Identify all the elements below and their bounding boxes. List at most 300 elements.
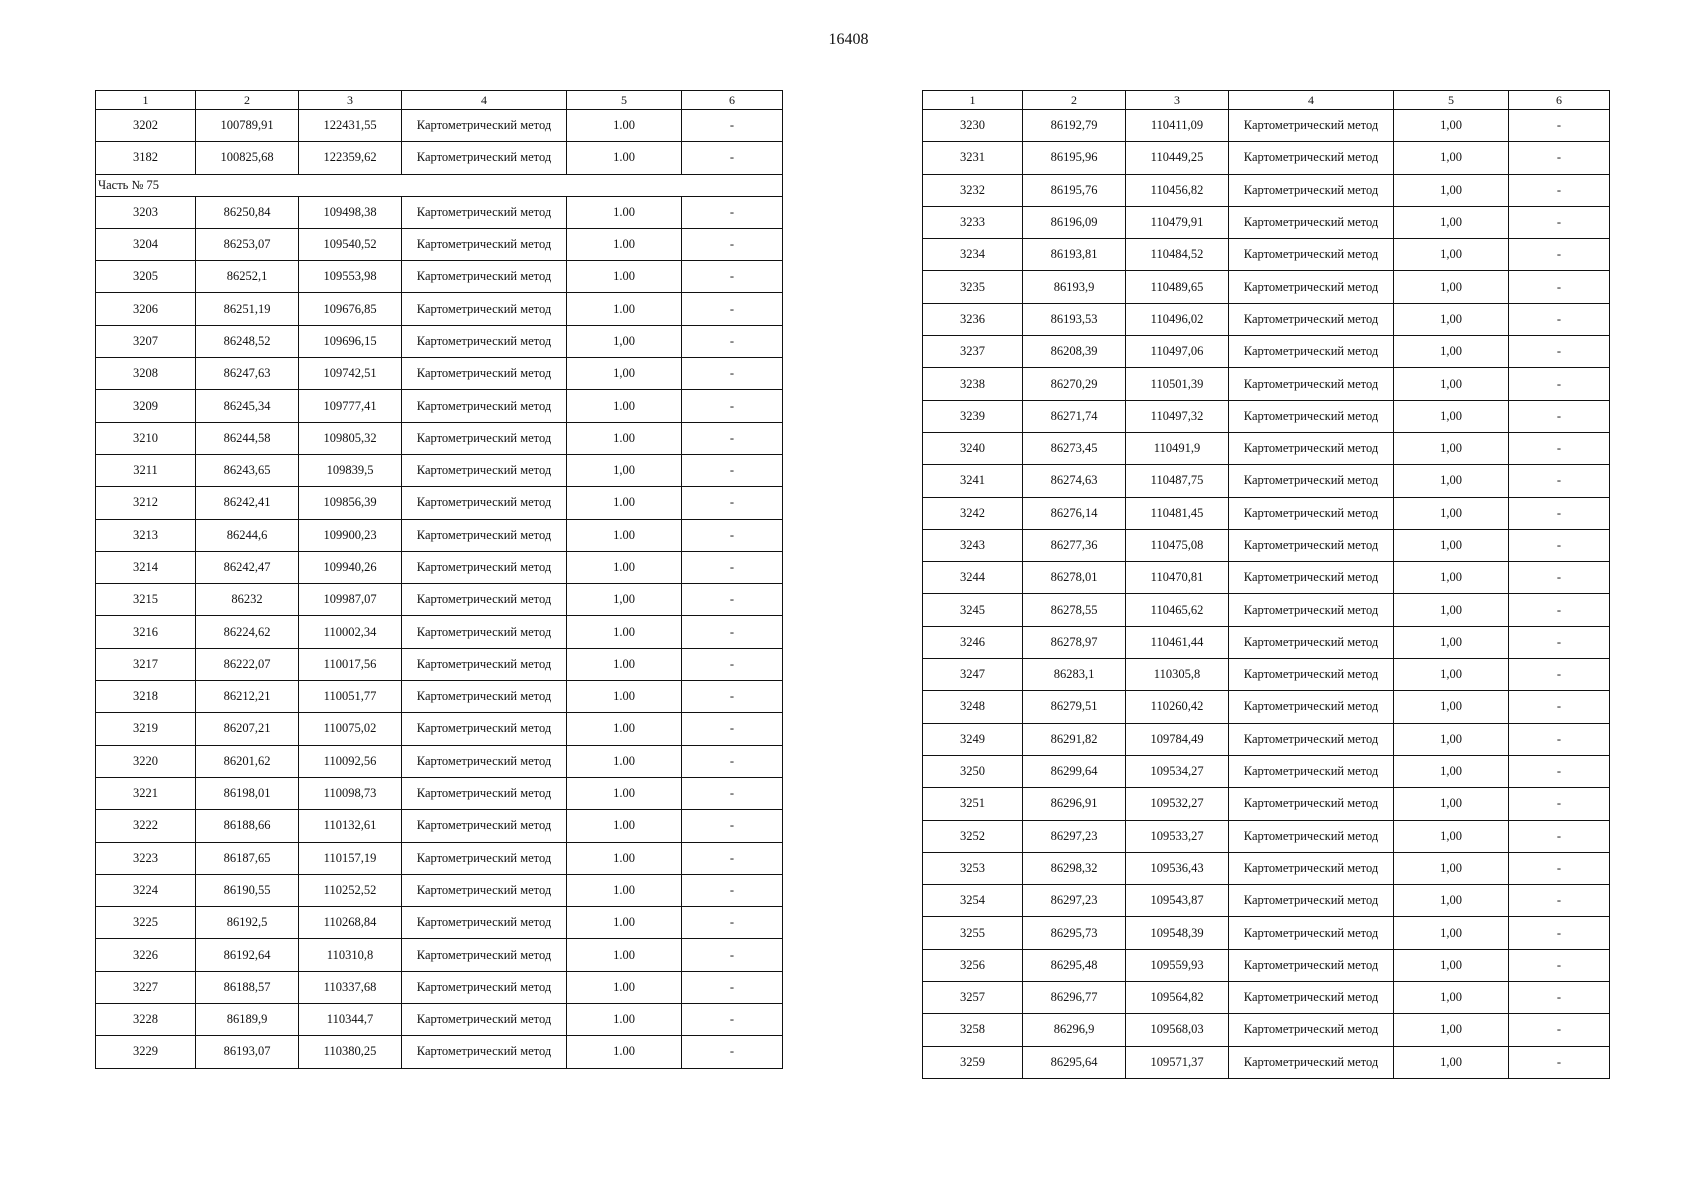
note-cell: - [1509, 691, 1610, 723]
column-header: 6 [682, 91, 783, 110]
table-row [96, 745, 783, 777]
point-number-cell: 3258 [923, 1014, 1023, 1046]
table-row [96, 487, 783, 519]
table-row [96, 551, 783, 583]
table-row [96, 1036, 783, 1068]
note-cell: - [1509, 174, 1610, 206]
point-number-cell: 3207 [96, 325, 196, 357]
accuracy-cell: 1.00 [567, 487, 682, 519]
note-cell: - [682, 196, 783, 228]
point-number-cell: 3259 [923, 1046, 1023, 1078]
note-cell: - [682, 648, 783, 680]
x-coordinate-cell: 86187,65 [196, 842, 299, 874]
x-coordinate-cell: 86196,09 [1023, 206, 1126, 238]
x-coordinate-cell: 86193,81 [1023, 239, 1126, 271]
table-row [96, 681, 783, 713]
x-coordinate-cell: 86195,96 [1023, 142, 1126, 174]
y-coordinate-cell: 109559,93 [1126, 949, 1229, 981]
method-cell: Картометрический метод [1229, 626, 1394, 658]
x-coordinate-cell: 86273,45 [1023, 432, 1126, 464]
point-number-cell: 3253 [923, 852, 1023, 884]
table-row [923, 852, 1610, 884]
x-coordinate-cell: 86208,39 [1023, 336, 1126, 368]
y-coordinate-cell: 109564,82 [1126, 982, 1229, 1014]
method-cell: Картометрический метод [1229, 142, 1394, 174]
table-row [923, 1014, 1610, 1046]
x-coordinate-cell: 86250,84 [196, 196, 299, 228]
table-row [923, 497, 1610, 529]
method-cell: Картометрический метод [402, 551, 567, 583]
point-number-cell: 3222 [96, 810, 196, 842]
x-coordinate-cell: 86274,63 [1023, 465, 1126, 497]
y-coordinate-cell: 110002,34 [299, 616, 402, 648]
table-row [96, 228, 783, 260]
accuracy-cell: 1,00 [1394, 400, 1509, 432]
y-coordinate-cell: 109532,27 [1126, 788, 1229, 820]
note-cell: - [1509, 432, 1610, 464]
accuracy-cell: 1.00 [567, 777, 682, 809]
y-coordinate-cell: 122359,62 [299, 142, 402, 174]
method-cell: Картометрический метод [402, 1036, 567, 1068]
accuracy-cell: 1.00 [567, 551, 682, 583]
page-number: 16408 [828, 31, 869, 48]
note-cell: - [682, 713, 783, 745]
method-cell: Картометрический метод [402, 842, 567, 874]
accuracy-cell: 1.00 [567, 422, 682, 454]
y-coordinate-cell: 109742,51 [299, 358, 402, 390]
method-cell: Картометрический метод [402, 487, 567, 519]
y-coordinate-cell: 110491,9 [1126, 432, 1229, 464]
note-cell: - [1509, 852, 1610, 884]
method-cell: Картометрический метод [402, 616, 567, 648]
x-coordinate-cell: 86270,29 [1023, 368, 1126, 400]
y-coordinate-cell: 110344,7 [299, 1004, 402, 1036]
note-cell: - [682, 358, 783, 390]
x-coordinate-cell: 86295,64 [1023, 1046, 1126, 1078]
note-cell: - [682, 487, 783, 519]
point-number-cell: 3218 [96, 681, 196, 713]
note-cell: - [1509, 820, 1610, 852]
x-coordinate-cell: 86188,66 [196, 810, 299, 842]
x-coordinate-cell: 100789,91 [196, 110, 299, 142]
x-coordinate-cell: 86212,21 [196, 681, 299, 713]
method-cell: Картометрический метод [402, 358, 567, 390]
column-header: 5 [1394, 91, 1509, 110]
method-cell: Картометрический метод [402, 196, 567, 228]
y-coordinate-cell: 109553,98 [299, 261, 402, 293]
table-header-row [923, 91, 1610, 110]
method-cell: Картометрический метод [1229, 271, 1394, 303]
accuracy-cell: 1,00 [1394, 949, 1509, 981]
point-number-cell: 3214 [96, 551, 196, 583]
x-coordinate-cell: 86207,21 [196, 713, 299, 745]
table-row [96, 422, 783, 454]
method-cell: Картометрический метод [402, 519, 567, 551]
note-cell: - [1509, 949, 1610, 981]
method-cell: Картометрический метод [1229, 206, 1394, 238]
x-coordinate-cell: 86278,01 [1023, 562, 1126, 594]
note-cell: - [1509, 723, 1610, 755]
accuracy-cell: 1,00 [1394, 820, 1509, 852]
method-cell: Картометрический метод [402, 261, 567, 293]
accuracy-cell: 1,00 [1394, 562, 1509, 594]
y-coordinate-cell: 110337,68 [299, 971, 402, 1003]
y-coordinate-cell: 109571,37 [1126, 1046, 1229, 1078]
point-number-cell: 3257 [923, 982, 1023, 1014]
note-cell: - [1509, 626, 1610, 658]
accuracy-cell: 1.00 [567, 874, 682, 906]
accuracy-cell: 1,00 [1394, 110, 1509, 142]
note-cell: - [682, 810, 783, 842]
section-label: Часть № 75 [96, 174, 783, 196]
accuracy-cell: 1,00 [1394, 1046, 1509, 1078]
column-header: 2 [196, 91, 299, 110]
table-row [923, 368, 1610, 400]
accuracy-cell: 1,00 [567, 358, 682, 390]
point-number-cell: 3239 [923, 400, 1023, 432]
x-coordinate-cell: 86277,36 [1023, 529, 1126, 561]
method-cell: Картометрический метод [1229, 949, 1394, 981]
note-cell: - [1509, 982, 1610, 1014]
accuracy-cell: 1.00 [567, 110, 682, 142]
method-cell: Картометрический метод [1229, 174, 1394, 206]
accuracy-cell: 1,00 [1394, 368, 1509, 400]
accuracy-cell: 1,00 [1394, 852, 1509, 884]
y-coordinate-cell: 109805,32 [299, 422, 402, 454]
x-coordinate-cell: 86201,62 [196, 745, 299, 777]
table-row [96, 971, 783, 1003]
method-cell: Картометрический метод [1229, 659, 1394, 691]
note-cell: - [1509, 465, 1610, 497]
table-row [923, 949, 1610, 981]
table-row [96, 110, 783, 142]
accuracy-cell: 1,00 [1394, 788, 1509, 820]
point-number-cell: 3205 [96, 261, 196, 293]
point-number-cell: 3202 [96, 110, 196, 142]
note-cell: - [682, 390, 783, 422]
accuracy-cell: 1,00 [1394, 659, 1509, 691]
accuracy-cell: 1,00 [1394, 497, 1509, 529]
method-cell: Картометрический метод [1229, 755, 1394, 787]
accuracy-cell: 1,00 [1394, 1014, 1509, 1046]
x-coordinate-cell: 86291,82 [1023, 723, 1126, 755]
point-number-cell: 3226 [96, 939, 196, 971]
method-cell: Картометрический метод [1229, 917, 1394, 949]
method-cell: Картометрический метод [402, 584, 567, 616]
point-number-cell: 3212 [96, 487, 196, 519]
table-row [923, 723, 1610, 755]
y-coordinate-cell: 110075,02 [299, 713, 402, 745]
note-cell: - [1509, 303, 1610, 335]
note-cell: - [682, 454, 783, 486]
note-cell: - [682, 971, 783, 1003]
y-coordinate-cell: 110465,62 [1126, 594, 1229, 626]
y-coordinate-cell: 109696,15 [299, 325, 402, 357]
x-coordinate-cell: 86296,91 [1023, 788, 1126, 820]
y-coordinate-cell: 109533,27 [1126, 820, 1229, 852]
note-cell: - [1509, 336, 1610, 368]
y-coordinate-cell: 109548,39 [1126, 917, 1229, 949]
note-cell: - [682, 293, 783, 325]
table-row [96, 777, 783, 809]
point-number-cell: 3241 [923, 465, 1023, 497]
column-header: 4 [1229, 91, 1394, 110]
accuracy-cell: 1,00 [1394, 174, 1509, 206]
x-coordinate-cell: 86278,97 [1023, 626, 1126, 658]
point-number-cell: 3206 [96, 293, 196, 325]
table-row [96, 325, 783, 357]
note-cell: - [682, 519, 783, 551]
y-coordinate-cell: 122431,55 [299, 110, 402, 142]
note-cell: - [1509, 239, 1610, 271]
x-coordinate-cell: 86299,64 [1023, 755, 1126, 787]
method-cell: Картометрический метод [402, 422, 567, 454]
x-coordinate-cell: 86295,48 [1023, 949, 1126, 981]
x-coordinate-cell: 86276,14 [1023, 497, 1126, 529]
table-row [923, 788, 1610, 820]
y-coordinate-cell: 110449,25 [1126, 142, 1229, 174]
y-coordinate-cell: 110496,02 [1126, 303, 1229, 335]
table-row [96, 293, 783, 325]
point-number-cell: 3252 [923, 820, 1023, 852]
accuracy-cell: 1.00 [567, 745, 682, 777]
y-coordinate-cell: 110461,44 [1126, 626, 1229, 658]
note-cell: - [682, 842, 783, 874]
y-coordinate-cell: 109856,39 [299, 487, 402, 519]
note-cell: - [682, 874, 783, 906]
x-coordinate-cell: 86232 [196, 584, 299, 616]
point-number-cell: 3221 [96, 777, 196, 809]
accuracy-cell: 1.00 [567, 293, 682, 325]
note-cell: - [1509, 529, 1610, 561]
method-cell: Картометрический метод [1229, 239, 1394, 271]
method-cell: Картометрический метод [402, 745, 567, 777]
y-coordinate-cell: 109839,5 [299, 454, 402, 486]
accuracy-cell: 1,00 [1394, 982, 1509, 1014]
table-row [923, 239, 1610, 271]
table-row [96, 874, 783, 906]
method-cell: Картометрический метод [1229, 465, 1394, 497]
point-number-cell: 3255 [923, 917, 1023, 949]
point-number-cell: 3210 [96, 422, 196, 454]
table-row [96, 648, 783, 680]
y-coordinate-cell: 110305,8 [1126, 659, 1229, 691]
table-row [96, 939, 783, 971]
note-cell: - [682, 142, 783, 174]
y-coordinate-cell: 109543,87 [1126, 885, 1229, 917]
point-number-cell: 3250 [923, 755, 1023, 787]
accuracy-cell: 1.00 [567, 648, 682, 680]
y-coordinate-cell: 110484,52 [1126, 239, 1229, 271]
y-coordinate-cell: 110497,32 [1126, 400, 1229, 432]
table-row [923, 659, 1610, 691]
note-cell: - [682, 1004, 783, 1036]
accuracy-cell: 1.00 [567, 713, 682, 745]
table-row [96, 519, 783, 551]
section-row [96, 174, 783, 196]
point-number-cell: 3251 [923, 788, 1023, 820]
note-cell: - [1509, 400, 1610, 432]
y-coordinate-cell: 110310,8 [299, 939, 402, 971]
note-cell: - [1509, 1046, 1610, 1078]
method-cell: Картометрический метод [1229, 788, 1394, 820]
note-cell: - [1509, 497, 1610, 529]
x-coordinate-cell: 86297,23 [1023, 820, 1126, 852]
method-cell: Картометрический метод [1229, 368, 1394, 400]
point-number-cell: 3249 [923, 723, 1023, 755]
accuracy-cell: 1.00 [567, 1004, 682, 1036]
point-number-cell: 3203 [96, 196, 196, 228]
table-row [923, 336, 1610, 368]
y-coordinate-cell: 109540,52 [299, 228, 402, 260]
point-number-cell: 3228 [96, 1004, 196, 1036]
x-coordinate-cell: 86193,07 [196, 1036, 299, 1068]
table-row [923, 206, 1610, 238]
note-cell: - [1509, 271, 1610, 303]
table-row [923, 400, 1610, 432]
accuracy-cell: 1.00 [567, 228, 682, 260]
table-row [96, 454, 783, 486]
table-row [923, 529, 1610, 561]
table-row [923, 174, 1610, 206]
table-row [923, 820, 1610, 852]
point-number-cell: 3232 [923, 174, 1023, 206]
point-number-cell: 3233 [923, 206, 1023, 238]
method-cell: Картометрический метод [1229, 723, 1394, 755]
x-coordinate-cell: 86243,65 [196, 454, 299, 486]
x-coordinate-cell: 86242,41 [196, 487, 299, 519]
note-cell: - [682, 745, 783, 777]
table-row [923, 303, 1610, 335]
method-cell: Картометрический метод [1229, 820, 1394, 852]
table-row [96, 907, 783, 939]
table-row [923, 1046, 1610, 1078]
method-cell: Картометрический метод [402, 777, 567, 809]
y-coordinate-cell: 110132,61 [299, 810, 402, 842]
method-cell: Картометрический метод [402, 1004, 567, 1036]
x-coordinate-cell: 86224,62 [196, 616, 299, 648]
coordinates-table-left [95, 90, 783, 1069]
note-cell: - [1509, 206, 1610, 238]
accuracy-cell: 1.00 [567, 1036, 682, 1068]
table-row [923, 465, 1610, 497]
y-coordinate-cell: 110051,77 [299, 681, 402, 713]
accuracy-cell: 1,00 [1394, 206, 1509, 238]
accuracy-cell: 1.00 [567, 616, 682, 648]
x-coordinate-cell: 86295,73 [1023, 917, 1126, 949]
x-coordinate-cell: 86279,51 [1023, 691, 1126, 723]
accuracy-cell: 1.00 [567, 519, 682, 551]
accuracy-cell: 1.00 [567, 971, 682, 1003]
method-cell: Картометрический метод [402, 390, 567, 422]
y-coordinate-cell: 110479,91 [1126, 206, 1229, 238]
accuracy-cell: 1,00 [567, 584, 682, 616]
point-number-cell: 3211 [96, 454, 196, 486]
note-cell: - [1509, 917, 1610, 949]
method-cell: Картометрический метод [1229, 691, 1394, 723]
point-number-cell: 3238 [923, 368, 1023, 400]
table-row [923, 691, 1610, 723]
x-coordinate-cell: 86198,01 [196, 777, 299, 809]
x-coordinate-cell: 86253,07 [196, 228, 299, 260]
y-coordinate-cell: 110092,56 [299, 745, 402, 777]
column-header: 1 [96, 91, 196, 110]
accuracy-cell: 1,00 [1394, 271, 1509, 303]
method-cell: Картометрический метод [1229, 1014, 1394, 1046]
table-row [923, 626, 1610, 658]
accuracy-cell: 1,00 [1394, 465, 1509, 497]
x-coordinate-cell: 86244,6 [196, 519, 299, 551]
note-cell: - [682, 681, 783, 713]
note-cell: - [682, 228, 783, 260]
note-cell: - [682, 584, 783, 616]
column-header: 2 [1023, 91, 1126, 110]
y-coordinate-cell: 110456,82 [1126, 174, 1229, 206]
method-cell: Картометрический метод [402, 939, 567, 971]
column-header: 4 [402, 91, 567, 110]
x-coordinate-cell: 86195,76 [1023, 174, 1126, 206]
method-cell: Картометрический метод [402, 110, 567, 142]
table-row [96, 142, 783, 174]
y-coordinate-cell: 109568,03 [1126, 1014, 1229, 1046]
note-cell: - [1509, 368, 1610, 400]
method-cell: Картометрический метод [402, 454, 567, 486]
point-number-cell: 3243 [923, 529, 1023, 561]
y-coordinate-cell: 109536,43 [1126, 852, 1229, 884]
table-row [923, 142, 1610, 174]
point-number-cell: 3209 [96, 390, 196, 422]
accuracy-cell: 1,00 [1394, 336, 1509, 368]
x-coordinate-cell: 86298,32 [1023, 852, 1126, 884]
x-coordinate-cell: 86271,74 [1023, 400, 1126, 432]
accuracy-cell: 1.00 [567, 907, 682, 939]
note-cell: - [682, 422, 783, 454]
accuracy-cell: 1,00 [1394, 723, 1509, 755]
table-body-right [923, 110, 1610, 1079]
note-cell: - [1509, 755, 1610, 787]
column-header: 6 [1509, 91, 1610, 110]
x-coordinate-cell: 86297,23 [1023, 885, 1126, 917]
x-coordinate-cell: 86193,9 [1023, 271, 1126, 303]
x-coordinate-cell: 86192,5 [196, 907, 299, 939]
point-number-cell: 3216 [96, 616, 196, 648]
table-row [96, 842, 783, 874]
column-header: 3 [1126, 91, 1229, 110]
x-coordinate-cell: 86222,07 [196, 648, 299, 680]
y-coordinate-cell: 110497,06 [1126, 336, 1229, 368]
method-cell: Картометрический метод [402, 971, 567, 1003]
x-coordinate-cell: 86190,55 [196, 874, 299, 906]
method-cell: Картометрический метод [1229, 594, 1394, 626]
method-cell: Картометрический метод [402, 142, 567, 174]
accuracy-cell: 1,00 [1394, 239, 1509, 271]
note-cell: - [682, 261, 783, 293]
point-number-cell: 3208 [96, 358, 196, 390]
table-row [923, 755, 1610, 787]
note-cell: - [1509, 1014, 1610, 1046]
method-cell: Картометрический метод [1229, 303, 1394, 335]
y-coordinate-cell: 109498,38 [299, 196, 402, 228]
x-coordinate-cell: 86252,1 [196, 261, 299, 293]
table-row [923, 271, 1610, 303]
table-row [923, 594, 1610, 626]
x-coordinate-cell: 86188,57 [196, 971, 299, 1003]
point-number-cell: 3227 [96, 971, 196, 1003]
accuracy-cell: 1,00 [1394, 303, 1509, 335]
accuracy-cell: 1.00 [567, 196, 682, 228]
x-coordinate-cell: 86242,47 [196, 551, 299, 583]
x-coordinate-cell: 86247,63 [196, 358, 299, 390]
